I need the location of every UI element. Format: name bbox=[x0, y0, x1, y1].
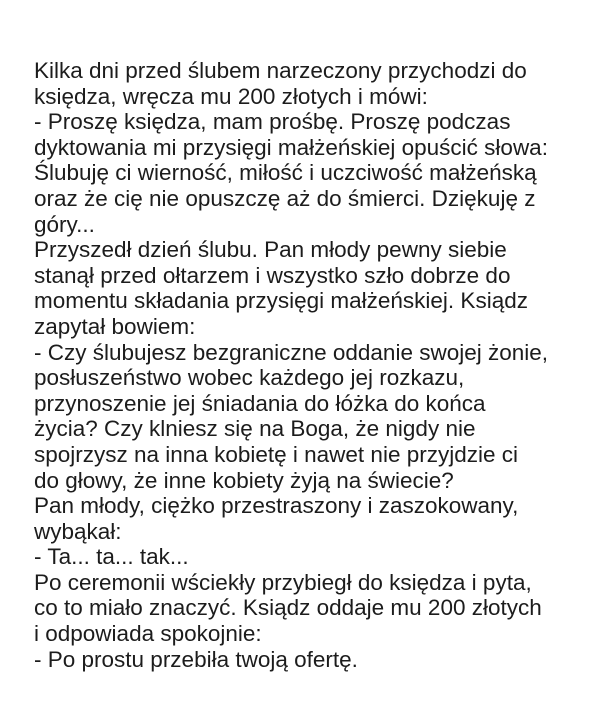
text-line: Po ceremonii wściekły przybiegł do księdza i pyta, bbox=[34, 569, 532, 595]
text-line: - Ta... ta... tak... bbox=[34, 544, 189, 570]
text-line: do głowy, że inne kobiety żyją na świecie? bbox=[34, 467, 454, 493]
text-line: Pan młody, ciężko przestraszony i zaszokowany, bbox=[34, 493, 519, 519]
text-line: - Czy ślubujesz bezgraniczne oddanie swojej żonie, bbox=[34, 339, 549, 365]
text-line: i odpowiada spokojnie: bbox=[34, 621, 262, 647]
text-line: - Proszę księdza, mam prośbę. Proszę podczas bbox=[34, 109, 511, 135]
text-line: Ślubuję ci wierność, miłość i uczciwość małżeńską bbox=[34, 160, 537, 186]
text-line: Przyszedł dzień ślubu. Pan młody pewny siebie bbox=[34, 237, 507, 263]
text-line: - Po prostu przebiła twoją ofertę. bbox=[34, 646, 358, 672]
text-line: przynoszenie jej śniadania do łóżka do końca bbox=[34, 390, 486, 416]
text-line: zapytał bowiem: bbox=[34, 313, 196, 339]
text-line: wybąkał: bbox=[34, 518, 122, 544]
joke-text bbox=[34, 58, 590, 672]
text-line: księdza, wręcza mu 200 złotych i mówi: bbox=[34, 83, 428, 109]
text-line: oraz że cię nie opuszczę aż do śmierci. Dziękuję z bbox=[34, 185, 536, 211]
text-line: Kilka dni przed ślubem narzeczony przychodzi do bbox=[34, 58, 527, 83]
text-line: stanął przed ołtarzem i wszystko szło dobrze do bbox=[34, 262, 511, 288]
text-line: spojrzysz na inna kobietę i nawet nie przyjdzie ci bbox=[34, 441, 518, 467]
text-line: posłuszeństwo wobec każdego jej rozkazu, bbox=[34, 365, 465, 391]
text-line: życia? Czy klniesz się na Boga, że nigdy nie bbox=[34, 416, 476, 442]
text-line: dyktowania mi przysięgi małżeńskiej opuścić słowa: bbox=[34, 134, 548, 160]
text-line: momentu składania przysięgi małżeńskiej. Ksiądz bbox=[34, 288, 528, 314]
text-line: co to miało znaczyć. Ksiądz oddaje mu 200 złotych bbox=[34, 595, 542, 621]
text-line: góry... bbox=[34, 211, 95, 237]
